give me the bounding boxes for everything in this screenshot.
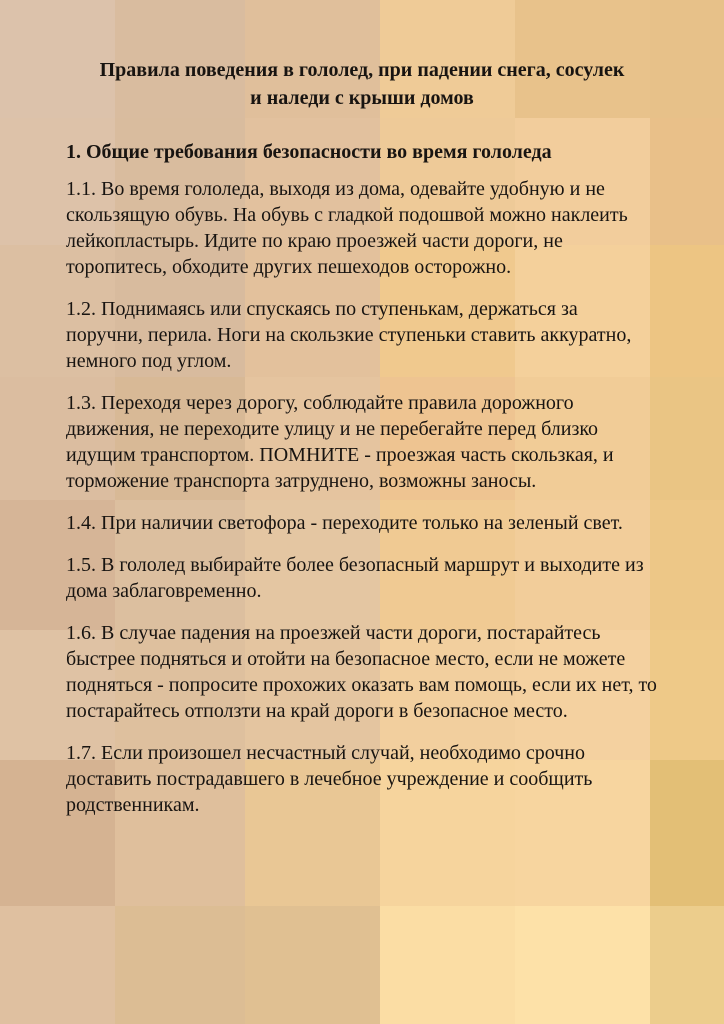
section-heading: 1. Общие требования безопасности во время гололеда: [66, 141, 552, 163]
paragraph-1-1: 1.1. Во время гололеда, выходя из дома, одевайте удобную и не скользящую обувь. На обувь с гладкой подошвой можно наклеить лейкопластырь. Идите по краю проезжей части дороги, не торопитесь, обходите других пешеходов осторожно.: [66, 178, 628, 278]
paragraph-1-2: 1.2. Поднимаясь или спускаясь по ступенькам, держаться за поручни, перила. Ноги на скользкие ступеньки ставить аккуратно, немного под углом.: [66, 298, 632, 372]
paragraph-1-4: 1.4. При наличии светофора - переходите только на зеленый свет.: [66, 512, 623, 534]
page-title: [66, 56, 658, 112]
paragraph-1-7: 1.7. Если произошел несчастный случай, необходимо срочно доставить пострадавшего в лечебное учреждение и сообщить родственникам.: [66, 742, 593, 816]
paragraph-1-3: 1.3. Переходя через дорогу, соблюдайте правила дорожного движения, не переходите улицу и не перебегайте перед близко идущим транспортом. ПОМНИТЕ - проезжая часть скользкая, и торможение транспорта затруднено, возможны заносы.: [66, 392, 614, 492]
paragraph-1-5: 1.5. В гололед выбирайте более безопасный маршрут и выходите из дома заблаговременно.: [66, 554, 644, 602]
paragraph-1-6: 1.6. В случае падения на проезжей части дороги, постарайтесь быстрее подняться и отойти на безопасное место, если не можете подняться - попросите прохожих оказать вам помощь, если их нет, то постарайтесь отползти на край дороги в безопасное место.: [66, 622, 657, 722]
page-title-line-2: и наледи с крыши домов: [250, 87, 474, 109]
page-title-line-1: Правила поведения в гололед, при падении снега, сосулек: [99, 59, 625, 81]
